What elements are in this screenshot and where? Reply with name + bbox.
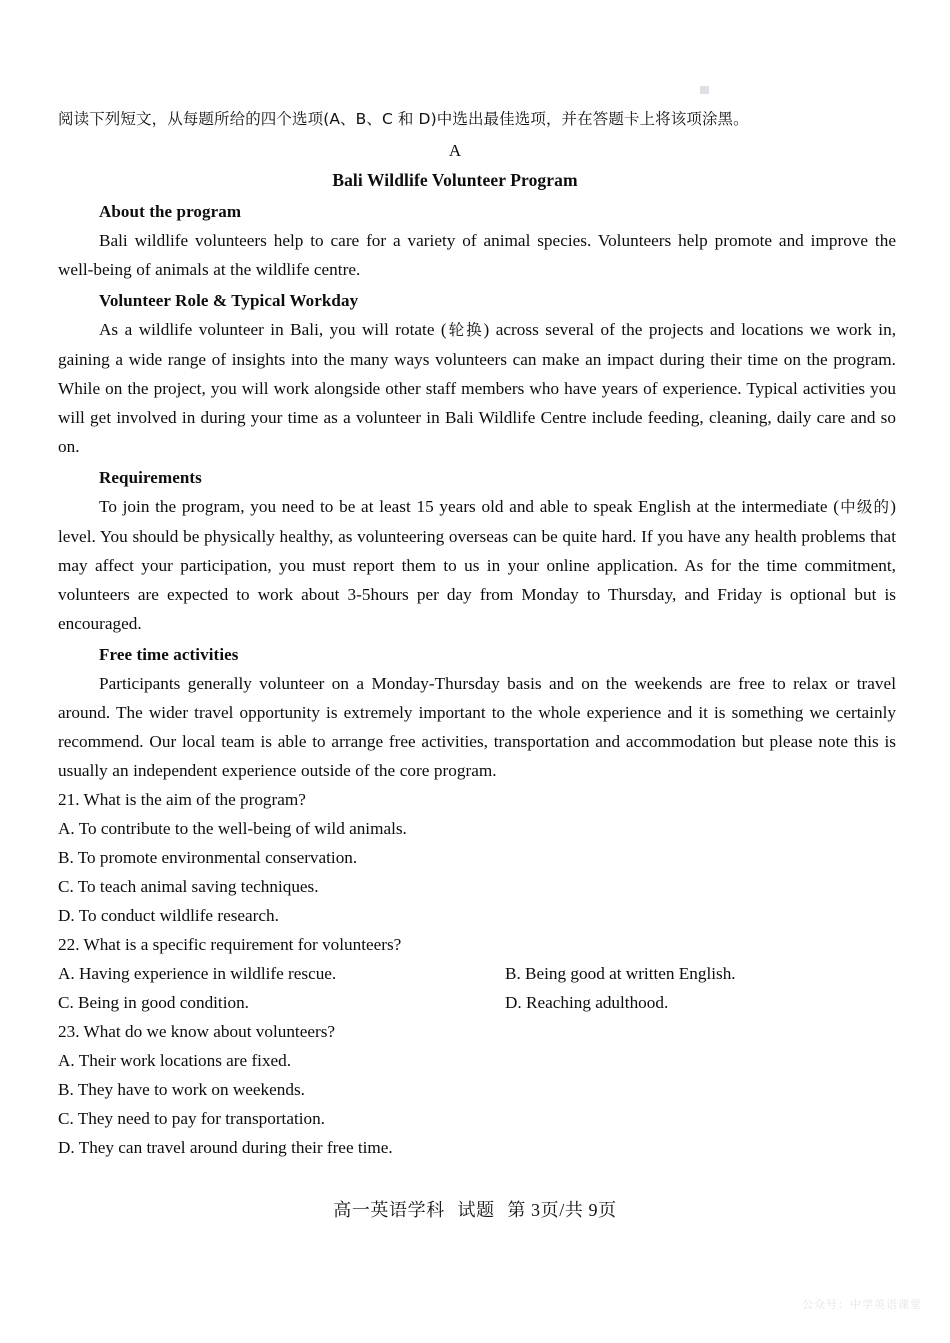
section-letter: A: [448, 141, 462, 160]
paragraph-volunteer-role: [58, 315, 896, 461]
question-22-stem: 22. What is a specific requirement for volunteers?: [58, 935, 402, 954]
reading-directive: 阅读下列短文，从每题所给的四个选项(A、B、C 和 D)中选出最佳选项，并在答题卡上将该项涂黑。: [58, 110, 749, 128]
question-21-option-b[interactable]: B. To promote environmental conservation.: [58, 848, 358, 867]
question-23-option-d[interactable]: D. They can travel around during their free time.: [58, 1138, 393, 1157]
page-content: [58, 104, 896, 1162]
paragraph-about: Bali wildlife volunteers help to care for a variety of animal species. Volunteers help promote and improve the well-being of animals at the wildlife centre.: [58, 231, 896, 279]
footer-subject: 高一英语学科: [333, 1200, 445, 1221]
paragraph-free-time: Participants generally volunteer on a Monday-Thursday basis and on the weekends are free to relax or travel around. The wider travel opportunity is extremely important to the whole experience and it is something we certainly recommend. Our local team is able to arrange free activities, transportation and accommodation but please note this is usually an independent experience outside of the core program.: [58, 674, 896, 780]
footer-doc-type: 试题: [457, 1200, 495, 1221]
question-22-option-row-2: [58, 988, 896, 1017]
question-23-stem: 23. What do we know about volunteers?: [58, 1022, 336, 1041]
question-23-option-c[interactable]: C. They need to pay for transportation.: [58, 1109, 325, 1128]
page-footer: [0, 1196, 950, 1222]
heading-free-time-activities: Free time activities: [99, 645, 239, 664]
gloss-intermediate: 中级的: [838, 498, 891, 516]
heading-requirements: Requirements: [99, 468, 202, 487]
scan-artifact-mark: [700, 86, 709, 94]
heading-volunteer-role: Volunteer Role & Typical Workday: [99, 291, 359, 310]
question-22-option-a[interactable]: A. Having experience in wildlife rescue.: [58, 964, 337, 983]
question-22-option-row-1: [58, 959, 896, 988]
footer-page-number: 第 3页/共 9页: [507, 1200, 617, 1220]
question-21-option-c[interactable]: C. To teach animal saving techniques.: [58, 877, 319, 896]
gloss-rotate: 轮换: [446, 321, 484, 339]
paragraph-requirements-text-1: To join the program, you need to be at least 15 years old and able to speak English at the intermediate (: [99, 497, 839, 516]
question-22-option-b[interactable]: B. Being good at written English.: [505, 964, 736, 983]
question-22-option-d[interactable]: D. Reaching adulthood.: [505, 993, 669, 1012]
question-21-option-d[interactable]: D. To conduct wildlife research.: [58, 906, 279, 925]
question-22-option-c[interactable]: C. Being in good condition.: [58, 993, 249, 1012]
watermark-text: 公众号：中学英语课堂: [802, 1298, 922, 1311]
question-21-stem: 21. What is the aim of the program?: [58, 790, 306, 809]
paragraph-requirements-text-2: ) level. You should be physically healthy, as volunteering overseas can be quite hard. If you have any health problems that may affect your participation, you must report them to us in your online application. As for the time commitment, volunteers are expected to work about 3-5hours per day from Monday to Thursday, and Friday is optional but is encouraged.: [58, 497, 896, 633]
question-23-option-b[interactable]: B. They have to work on weekends.: [58, 1080, 305, 1099]
paragraph-role-text-2: ) across several of the projects and locations we work in, gaining a wide range of insights into the many ways volunteers can make an impact during their time on the program. While on the project, you will work alongside other staff members who have years of experience. Typical activities you will get involved in during your time as a volunteer in Bali Wildlife Centre include feeding, cleaning, daily care and so on.: [58, 320, 897, 456]
paragraph-requirements: [58, 492, 896, 638]
passage-title: Bali Wildlife Volunteer Program: [332, 170, 578, 190]
paragraph-role-text-1: As a wildlife volunteer in Bali, you will rotate (: [99, 320, 447, 339]
heading-about-the-program: About the program: [99, 202, 242, 221]
question-23-option-a[interactable]: A. Their work locations are fixed.: [58, 1051, 292, 1070]
question-21-option-a[interactable]: A. To contribute to the well-being of wild animals.: [58, 819, 407, 838]
